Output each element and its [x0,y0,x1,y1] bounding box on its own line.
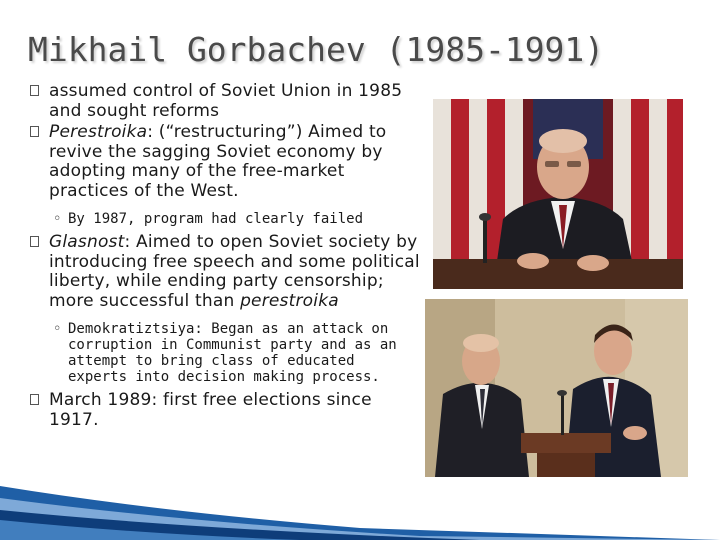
bullet-item [30,123,420,201]
gorbachev-photo [433,99,683,289]
square-bullet-icon [30,394,39,405]
circle-bullet-icon: ◦ [53,321,62,337]
decorative-swoosh [0,450,720,540]
sub-bullet-text: By 1987, program had clearly failed [68,211,364,227]
square-bullet-icon [30,126,39,137]
bullet-list [30,82,420,432]
circle-bullet-icon: ◦ [53,211,62,227]
bullet-text: assumed control of Soviet Union in 1985 and sought reforms [49,81,403,121]
term-glasnost: Glasnost [49,232,125,252]
bullet-text: March 1989: first free elections since 1917. [49,390,372,430]
square-bullet-icon [30,236,39,247]
gorbachev-photo-illustration [433,99,683,289]
bullet-item [30,82,420,121]
square-bullet-icon [30,85,39,96]
bullet-text: : (“restructuring”) Aimed to revive the sagging Soviet economy by adopting many of the free-market practices of the West. [49,122,387,201]
sub-bullet-item [30,211,420,227]
slide-title: Mikhail Gorbachev (1985-1991) [28,30,605,69]
term-perestroika: perestroika [240,290,339,311]
term-perestroika: Perestroika [49,122,148,142]
sub-bullet-item [30,321,420,385]
sub-bullet-text: Demokratiztsiya: Began as an attack on corruption in Communist party and as an attempt to bring class of educated experts into decision making process. [68,321,397,385]
bullet-item [30,233,420,311]
bullet-item [30,391,420,430]
bullet-text: : Aimed to open Soviet society by introducing free speech and some political liberty, while ending party censorship; more successful than [49,232,420,311]
